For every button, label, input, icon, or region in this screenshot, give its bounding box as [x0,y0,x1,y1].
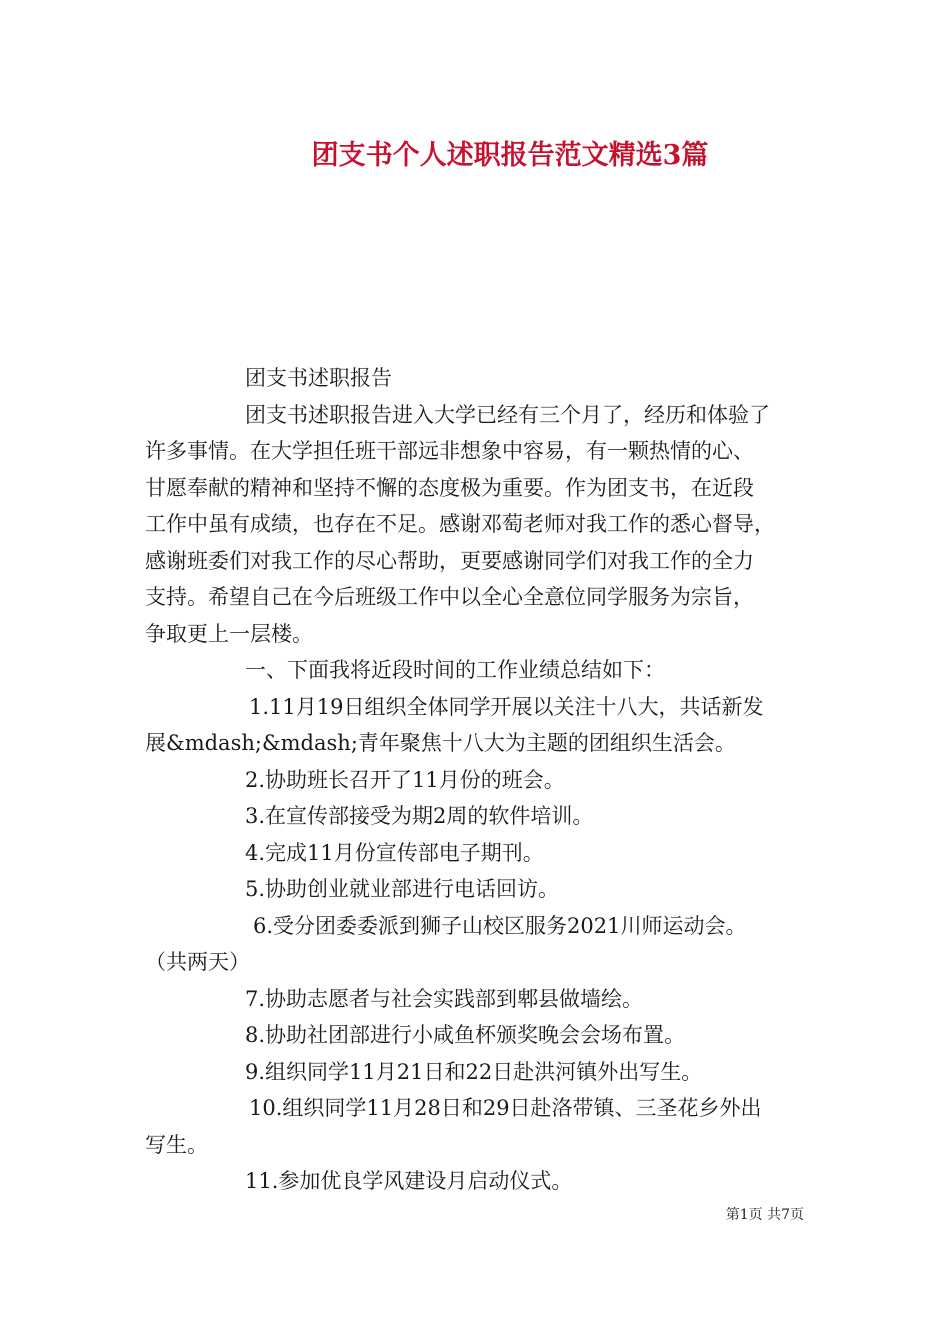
paragraph-line: 支持。希望自己在今后班级工作中以全心全意位同学服务为宗旨， [145,585,754,609]
list-item: 11.参加优良学风建设月启动仪式。 [245,1169,573,1193]
list-item: 10.组织同学11月28日和29日赴洛带镇、三圣花乡外出 [249,1096,762,1120]
document-body [145,360,805,1200]
list-heading: 一、下面我将近段时间的工作业绩总结如下： [245,658,665,682]
list-item-continuation: 写生。 [145,1132,208,1157]
list-item: 7.协助志愿者与社会实践部到郫县做墙绘。 [245,986,644,1011]
document-title: 团支书个人述职报告范文精选3篇 [311,140,709,171]
list-item: 2.协助班长召开了11月份的班会。 [245,767,565,792]
section-heading: 团支书述职报告 [245,366,392,390]
list-item: 8.协助社团部进行小咸鱼杯颁奖晚会会场布置。 [245,1023,686,1047]
list-item-continuation: 展&mdash;&mdash;青年聚焦十八大为主题的团组织生活会。 [145,731,736,755]
paragraph-line: 团支书述职报告进入大学已经有三个月了，经历和体验了 [245,402,770,427]
paragraph-line: 争取更上一层楼。 [145,621,313,646]
paragraph-line: 许多事情。在大学担任班干部远非想象中容易，有一颗热情的心、 [145,439,754,463]
list-item: 5.协助创业就业部进行电话回访。 [245,877,560,901]
page-number: 第1页 共7页 [725,1207,804,1223]
paragraph-line: 感谢班委们对我工作的尽心帮助，更要感谢同学们对我工作的全力 [145,548,754,573]
list-item: 1.11月19日组织全体同学开展以关注十八大，共话新发 [249,694,764,719]
list-item: 3.在宣传部接受为期2周的软件培训。 [245,804,594,828]
list-item: 6.受分团委委派到狮子山校区服务2021川师运动会。 [253,913,747,938]
list-item-continuation: （共两天） [145,950,250,974]
paragraph-line: 工作中虽有成绩，也存在不足。感谢邓萄老师对我工作的悉心督导， [145,512,775,536]
list-item: 4.完成11月份宣传部电子期刊。 [245,840,544,865]
paragraph-line: 甘愿奉献的精神和坚持不懈的态度极为重要。作为团支书，在近段 [145,475,754,500]
list-item: 9.组织同学11月21日和22日赴洪河镇外出写生。 [245,1059,703,1084]
